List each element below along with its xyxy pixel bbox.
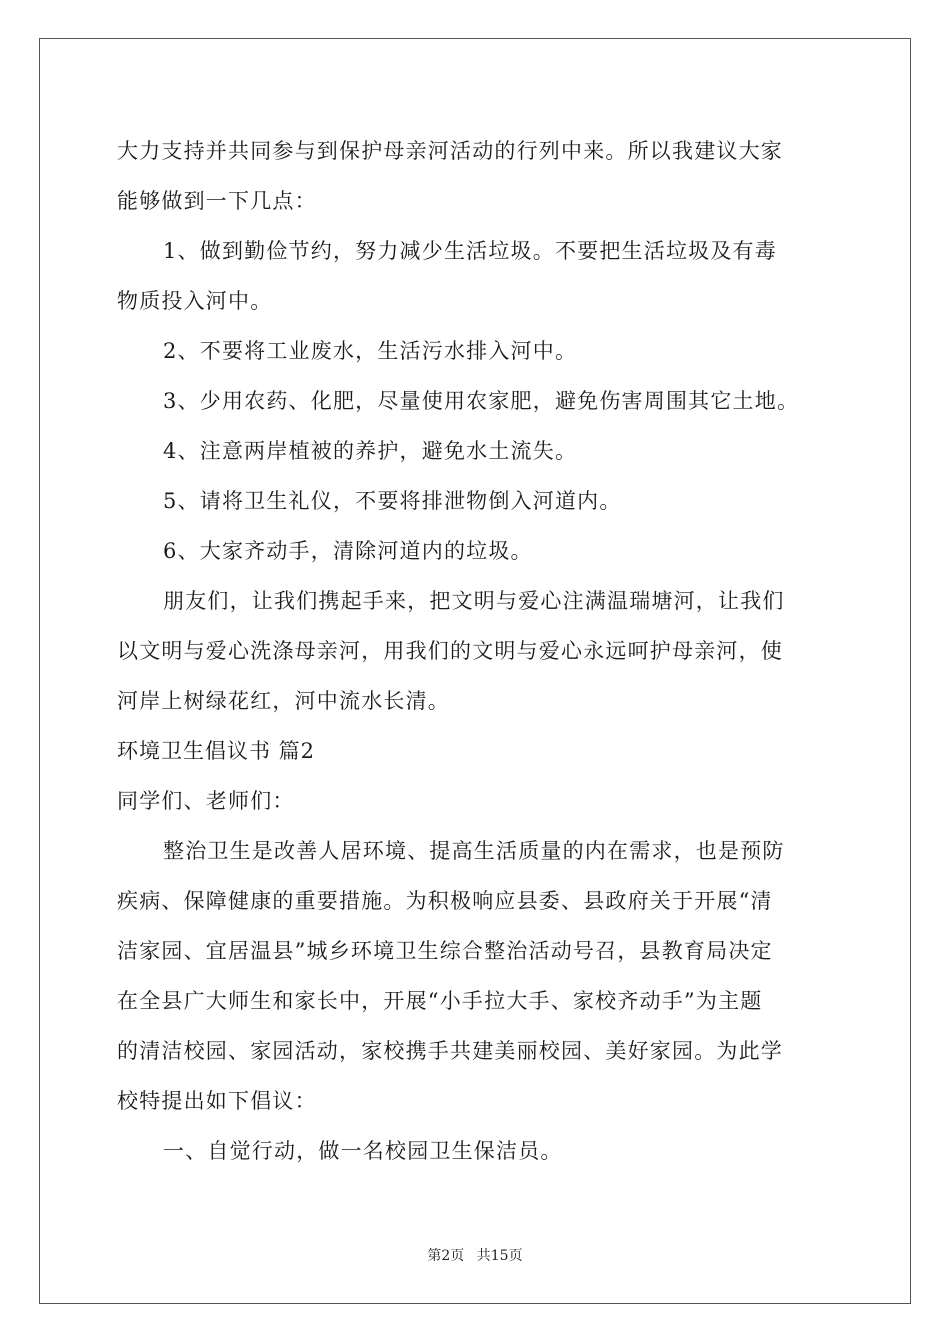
salutation: 同学们、老师们： <box>117 789 295 813</box>
paragraph-line: 疾病、保障健康的重要措施。为积极响应县委、县政府关于开展“清 <box>117 889 773 913</box>
paragraph-line: 朋友们，让我们携起手来，把文明与爱心注满温瑞塘河，让我们 <box>163 589 785 613</box>
list-item: 1、做到勤俭节约，努力减少生活垃圾。不要把生活垃圾及有毒 <box>163 239 777 263</box>
list-item: 6、大家齐动手，清除河道内的垃圾。 <box>163 539 533 563</box>
list-item: 一、自觉行动，做一名校园卫生保洁员。 <box>163 1139 563 1163</box>
list-item: 3、少用农药、化肥，尽量使用农家肥，避免伤害周围其它土地。 <box>163 389 800 413</box>
paragraph-line: 以文明与爱心洗涤母亲河，用我们的文明与爱心永远呵护母亲河，使 <box>117 639 783 663</box>
section-heading: 环境卫生倡议书 篇2 <box>117 739 316 763</box>
paragraph-line: 在全县广大师生和家长中，开展“小手拉大手、家校齐动手”为主题 <box>117 989 763 1013</box>
list-item: 2、不要将工业废水，生活污水排入河中。 <box>163 339 578 363</box>
paragraph-line: 校特提出如下倡议： <box>117 1089 317 1113</box>
paragraph-line: 大力支持并共同参与到保护母亲河活动的行列中来。所以我建议大家 <box>117 139 783 163</box>
paragraph-line: 的清洁校园、家园活动，家校携手共建美丽校园、美好家园。为此学 <box>117 1039 783 1063</box>
document-body <box>117 126 833 1176</box>
page-footer <box>0 1246 950 1266</box>
paragraph-line: 能够做到一下几点： <box>117 189 317 213</box>
paragraph-line: 河岸上树绿花红，河中流水长清。 <box>117 689 450 713</box>
list-item: 5、请将卫生礼仪，不要将排泄物倒入河道内。 <box>163 489 622 513</box>
list-item: 4、注意两岸植被的养护，避免水土流失。 <box>163 439 578 463</box>
paragraph-line: 整治卫生是改善人居环境、提高生活质量的内在需求，也是预防 <box>163 839 785 863</box>
page-total: 共15页 <box>476 1248 523 1264</box>
paragraph-line: 洁家园、宜居温县”城乡环境卫生综合整治活动号召，县教育局决定 <box>117 939 773 963</box>
paragraph-line: 物质投入河中。 <box>117 289 273 313</box>
page-number: 第2页 <box>427 1248 465 1264</box>
